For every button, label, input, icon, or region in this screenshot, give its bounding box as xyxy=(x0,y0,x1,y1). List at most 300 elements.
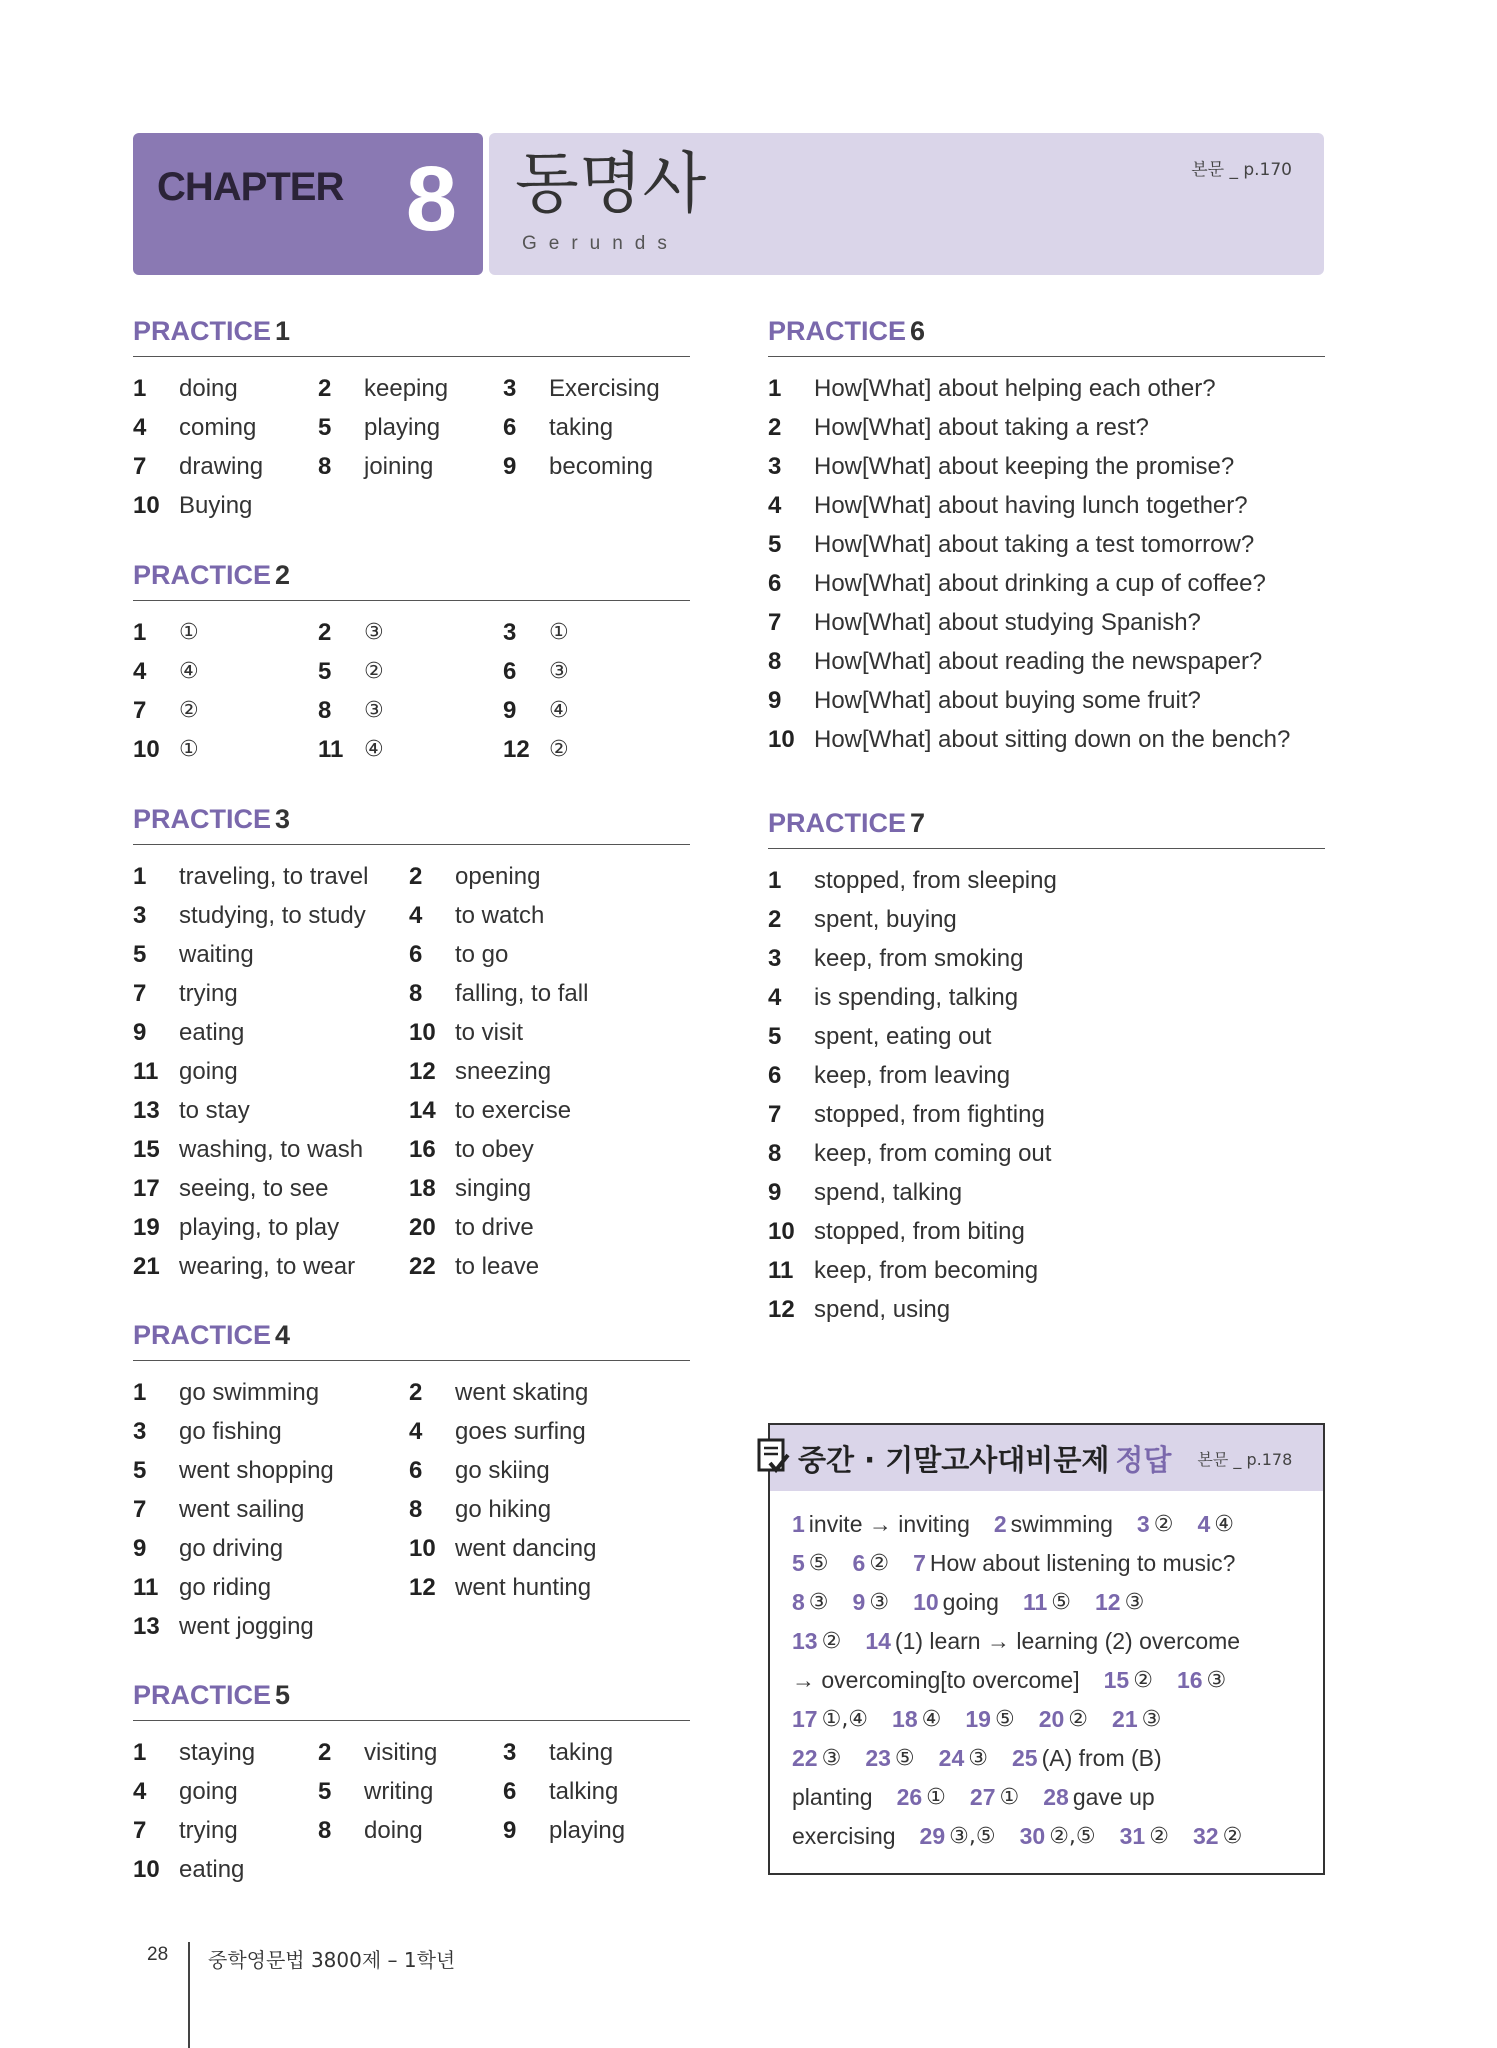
exam-item-answer: ③ xyxy=(1141,1707,1162,1732)
answer-item xyxy=(133,1214,339,1242)
exam-answer-line xyxy=(792,1583,1323,1622)
answer-item xyxy=(768,867,1057,895)
item-answer: taking xyxy=(549,413,614,441)
answer-row xyxy=(133,1850,690,1889)
item-answer: to stay xyxy=(179,1096,250,1124)
item-number: 9 xyxy=(503,1816,517,1844)
answer-item xyxy=(133,1175,328,1203)
item-answer: went shopping xyxy=(179,1456,334,1484)
answer-row xyxy=(768,369,1325,408)
answer-item xyxy=(768,375,1216,403)
item-answer: stopped, from biting xyxy=(814,1217,1025,1245)
answer-row xyxy=(133,1013,690,1052)
item-answer: seeing, to see xyxy=(179,1174,329,1202)
item-number: 12 xyxy=(768,1295,795,1323)
item-answer: coming xyxy=(179,413,257,441)
item-number: 17 xyxy=(133,1174,160,1202)
answer-item xyxy=(503,736,569,764)
item-answer: Exercising xyxy=(549,374,660,402)
item-number: 3 xyxy=(503,374,517,402)
exam-item-answer: planting xyxy=(792,1784,873,1810)
item-number: 3 xyxy=(768,452,782,480)
exam-item-number: 2 xyxy=(993,1511,1007,1537)
answer-item xyxy=(133,1574,271,1602)
answer-row xyxy=(133,1451,690,1490)
item-answer: washing, to wash xyxy=(179,1135,364,1163)
item-number: 9 xyxy=(503,696,517,724)
answer-row xyxy=(768,1251,1325,1290)
item-answer: spent, buying xyxy=(814,905,957,933)
exam-item-answer: exercising xyxy=(792,1823,896,1849)
item-answer: went jogging xyxy=(179,1612,314,1640)
item-number: 6 xyxy=(768,1061,782,1089)
chapter-title-banner xyxy=(489,133,1324,275)
item-number: 10 xyxy=(409,1018,436,1046)
item-answer: to go xyxy=(455,940,509,968)
answer-item xyxy=(318,1778,433,1806)
item-number: 2 xyxy=(768,905,782,933)
answer-row xyxy=(768,900,1325,939)
item-answer: ① xyxy=(179,620,199,645)
item-number: 6 xyxy=(503,657,517,685)
answer-item xyxy=(409,1379,588,1407)
item-answer: doing xyxy=(179,374,238,402)
answer-row xyxy=(133,1772,690,1811)
item-number: 18 xyxy=(409,1174,436,1202)
item-number: 9 xyxy=(133,1018,147,1046)
item-number: 3 xyxy=(503,618,517,646)
answer-item xyxy=(768,726,1290,754)
answer-item xyxy=(768,531,1254,559)
item-answer: keep, from becoming xyxy=(814,1256,1039,1284)
exam-item-answer: ① xyxy=(999,1785,1020,1810)
exam-item-number: 14 xyxy=(865,1628,891,1654)
answer-item xyxy=(133,1019,244,1047)
exam-item-number: 5 xyxy=(792,1550,805,1576)
item-number: 8 xyxy=(318,452,332,480)
item-number: 2 xyxy=(409,1378,423,1406)
page-number: 28 xyxy=(147,1944,169,1965)
item-number: 10 xyxy=(768,1217,795,1245)
exam-answer-line xyxy=(792,1700,1323,1739)
item-number: 2 xyxy=(318,618,332,646)
answer-item xyxy=(768,648,1262,676)
book-title: 중학영문법 3800제 – 1학년 xyxy=(208,1948,456,1972)
answer-item xyxy=(133,980,238,1008)
answer-row xyxy=(768,1173,1325,1212)
item-answer: playing xyxy=(549,1816,626,1844)
item-answer: went hunting xyxy=(455,1573,592,1601)
item-answer: How[What] about helping each other? xyxy=(814,374,1216,402)
item-number: 12 xyxy=(409,1057,436,1085)
item-number: 10 xyxy=(133,735,160,763)
item-answer: stopped, from fighting xyxy=(814,1100,1045,1128)
answer-item xyxy=(409,1097,571,1125)
item-number: 1 xyxy=(133,618,147,646)
item-answer: visiting xyxy=(364,1738,438,1766)
item-answer: eating xyxy=(179,1855,245,1883)
answer-item xyxy=(133,375,238,403)
answer-row xyxy=(133,1412,690,1451)
footer-divider xyxy=(188,1942,190,2048)
item-answer: spent, eating out xyxy=(814,1022,992,1050)
item-number: 21 xyxy=(133,1252,160,1280)
item-number: 5 xyxy=(318,413,332,441)
section-title: PRACTICE 5 xyxy=(133,1680,690,1721)
exam-answer-header xyxy=(770,1425,1323,1491)
item-answer: sneezing xyxy=(455,1057,552,1085)
answer-row xyxy=(133,1490,690,1529)
answer-item xyxy=(768,1101,1045,1129)
item-answer: taking xyxy=(549,1738,614,1766)
answer-item xyxy=(133,453,263,481)
exam-item-number: 28 xyxy=(1043,1784,1069,1810)
item-number: 1 xyxy=(768,374,782,402)
item-number: 15 xyxy=(133,1135,160,1163)
answer-item xyxy=(133,902,366,930)
exam-item-number: 20 xyxy=(1038,1706,1065,1732)
answer-item xyxy=(768,609,1201,637)
item-answer: to visit xyxy=(455,1018,524,1046)
item-number: 9 xyxy=(133,1534,147,1562)
chapter-number: 8 xyxy=(405,148,457,250)
item-number: 5 xyxy=(133,940,147,968)
answer-item xyxy=(409,1136,534,1164)
answer-row xyxy=(133,447,690,486)
answer-item xyxy=(768,453,1234,481)
item-answer: ③ xyxy=(364,620,384,645)
item-answer: went sailing xyxy=(179,1495,305,1523)
item-answer: goes surfing xyxy=(455,1417,586,1445)
item-number: 9 xyxy=(503,452,517,480)
item-answer: went skating xyxy=(455,1378,589,1406)
item-answer: ② xyxy=(364,659,384,684)
item-answer: go riding xyxy=(179,1573,272,1601)
exam-answer-line xyxy=(792,1505,1323,1544)
practice-7-section xyxy=(768,808,1325,1329)
chapter-subtitle: Gerunds xyxy=(522,233,679,254)
item-answer: trying xyxy=(179,979,238,1007)
answer-row xyxy=(768,939,1325,978)
exam-answer-line xyxy=(792,1817,1323,1856)
answer-row xyxy=(133,935,690,974)
item-number: 12 xyxy=(503,735,530,763)
answer-item xyxy=(768,687,1201,715)
memo-check-icon xyxy=(756,1437,790,1477)
item-number: 4 xyxy=(409,1417,423,1445)
item-number: 10 xyxy=(133,1855,160,1883)
answer-row xyxy=(133,486,690,525)
item-answer: spend, using xyxy=(814,1295,951,1323)
exam-item-number: 30 xyxy=(1019,1823,1046,1849)
exam-item-answer: (1) learn → learning (2) overcome xyxy=(894,1628,1241,1654)
section-title: PRACTICE 6 xyxy=(768,316,1325,357)
exam-item-number: 11 xyxy=(1022,1589,1048,1615)
exam-item-answer: ③ xyxy=(869,1590,890,1615)
answer-row xyxy=(133,896,690,935)
answer-item xyxy=(133,941,254,969)
answer-item xyxy=(133,1778,238,1806)
answer-item xyxy=(318,375,448,403)
exam-item-number: 8 xyxy=(792,1589,805,1615)
item-answer: opening xyxy=(455,862,541,890)
item-number: 11 xyxy=(768,1256,794,1284)
exam-answer-line xyxy=(792,1544,1323,1583)
answer-row xyxy=(133,1568,690,1607)
item-number: 1 xyxy=(133,1738,147,1766)
exam-item-answer: ② xyxy=(869,1551,890,1576)
item-answer: trying xyxy=(179,1816,238,1844)
item-answer: to watch xyxy=(455,901,545,929)
answer-row xyxy=(133,974,690,1013)
section-title: PRACTICE 7 xyxy=(768,808,1325,849)
item-answer: go hiking xyxy=(455,1495,552,1523)
item-number: 8 xyxy=(409,979,423,1007)
exam-item-answer: ④ xyxy=(921,1707,942,1732)
exam-item-answer: ⑤ xyxy=(994,1707,1015,1732)
exam-item-answer: ③ xyxy=(821,1746,842,1771)
item-number: 11 xyxy=(133,1573,159,1601)
answer-item xyxy=(768,1218,1025,1246)
item-number: 3 xyxy=(133,1417,147,1445)
item-number: 6 xyxy=(503,1777,517,1805)
item-answer: go fishing xyxy=(179,1417,282,1445)
exam-item-number: 6 xyxy=(852,1550,866,1576)
item-answer: How[What] about reading the newspaper? xyxy=(814,647,1263,675)
item-number: 6 xyxy=(503,413,517,441)
answer-row xyxy=(768,1017,1325,1056)
item-number: 2 xyxy=(318,374,332,402)
item-answer: going xyxy=(179,1777,238,1805)
answer-row xyxy=(133,613,690,652)
exam-item-answer: → overcoming[to overcome] xyxy=(792,1667,1080,1693)
item-number: 3 xyxy=(503,1738,517,1766)
exam-page-reference: 본문 _ p.178 xyxy=(1197,1449,1293,1469)
answer-row xyxy=(768,447,1325,486)
exam-item-answer: ⑤ xyxy=(1051,1590,1071,1615)
item-answer: stopped, from sleeping xyxy=(814,866,1057,894)
item-answer: studying, to study xyxy=(179,901,366,929)
answer-row xyxy=(133,1529,690,1568)
answer-item xyxy=(318,1739,437,1767)
item-number: 4 xyxy=(409,901,423,929)
answer-item xyxy=(503,375,660,403)
answer-item xyxy=(768,570,1266,598)
practice-4-section xyxy=(133,1320,690,1646)
item-answer: to drive xyxy=(455,1213,534,1241)
item-answer: staying xyxy=(179,1738,256,1766)
item-number: 7 xyxy=(768,1100,782,1128)
exam-item-number: 29 xyxy=(919,1823,946,1849)
item-number: 9 xyxy=(768,686,782,714)
answer-item xyxy=(409,863,540,891)
answer-row xyxy=(768,603,1325,642)
answer-item xyxy=(409,941,508,969)
answer-row xyxy=(133,1733,690,1772)
answer-item xyxy=(133,697,199,725)
exam-item-answer: ④ xyxy=(1214,1512,1234,1537)
answer-row xyxy=(133,1169,690,1208)
exam-item-number: 15 xyxy=(1103,1667,1130,1693)
practice-1-section xyxy=(133,316,690,525)
item-answer: Buying xyxy=(179,491,253,519)
item-answer: keep, from coming out xyxy=(814,1139,1052,1167)
item-number: 6 xyxy=(409,940,423,968)
answer-item xyxy=(768,492,1248,520)
exam-item-number: 16 xyxy=(1176,1667,1203,1693)
exam-item-answer: ②,⑤ xyxy=(1049,1824,1096,1849)
answer-item xyxy=(409,1457,550,1485)
answer-item xyxy=(133,736,199,764)
answer-row xyxy=(768,642,1325,681)
answer-row xyxy=(768,1290,1325,1329)
item-answer: ④ xyxy=(179,659,199,684)
exam-item-number: 18 xyxy=(892,1706,918,1732)
exam-item-number: 3 xyxy=(1136,1511,1150,1537)
item-number: 6 xyxy=(768,569,782,597)
answer-item xyxy=(503,453,653,481)
answer-item xyxy=(768,414,1149,442)
exam-item-number: 27 xyxy=(969,1784,996,1810)
item-answer: keep, from leaving xyxy=(814,1061,1011,1089)
item-answer: writing xyxy=(364,1777,434,1805)
answer-item xyxy=(318,1817,423,1845)
answer-item xyxy=(133,1856,244,1884)
item-answer: singing xyxy=(455,1174,532,1202)
item-number: 3 xyxy=(133,901,147,929)
answer-item xyxy=(133,1379,319,1407)
answer-row xyxy=(768,720,1325,759)
item-answer: keeping xyxy=(364,374,449,402)
item-answer: doing xyxy=(364,1816,423,1844)
exam-answer-line xyxy=(792,1778,1323,1817)
item-answer: How[What] about buying some fruit? xyxy=(814,686,1201,714)
answer-item xyxy=(768,1179,962,1207)
exam-answer-line xyxy=(792,1622,1323,1661)
answer-row xyxy=(768,1095,1325,1134)
answer-row xyxy=(133,1130,690,1169)
item-number: 1 xyxy=(768,866,782,894)
item-number: 14 xyxy=(409,1096,436,1124)
exam-item-answer: ⑤ xyxy=(894,1746,915,1771)
answer-row xyxy=(768,1212,1325,1251)
answer-row xyxy=(768,525,1325,564)
answer-item xyxy=(133,1739,255,1767)
item-answer: How[What] about studying Spanish? xyxy=(814,608,1201,636)
item-number: 8 xyxy=(409,1495,423,1523)
answer-item xyxy=(133,1817,238,1845)
item-answer: to leave xyxy=(455,1252,540,1280)
item-answer: wearing, to wear xyxy=(179,1252,356,1280)
exam-item-number: 17 xyxy=(792,1706,818,1732)
item-number: 8 xyxy=(318,696,332,724)
chapter-badge xyxy=(133,133,483,275)
exam-item-number: 7 xyxy=(913,1550,926,1576)
item-number: 8 xyxy=(768,1139,782,1167)
answer-item xyxy=(318,658,384,686)
item-answer: ③ xyxy=(549,659,569,684)
page-reference: 본문 _ p.170 xyxy=(1191,160,1292,180)
answer-item xyxy=(503,1778,618,1806)
item-answer: go skiing xyxy=(455,1456,550,1484)
item-answer: How[What] about taking a test tomorrow? xyxy=(814,530,1255,558)
item-answer: is spending, talking xyxy=(814,983,1019,1011)
answer-item xyxy=(768,1296,950,1324)
answer-item xyxy=(133,619,199,647)
answer-row xyxy=(768,408,1325,447)
section-title: PRACTICE 1 xyxy=(133,316,690,357)
exam-item-answer: gave up xyxy=(1072,1784,1155,1810)
item-number: 4 xyxy=(768,491,782,519)
exam-item-answer: invite → inviting xyxy=(808,1511,970,1537)
answer-item xyxy=(133,414,256,442)
item-number: 22 xyxy=(409,1252,436,1280)
answer-item xyxy=(768,906,957,934)
item-answer: How[What] about drinking a cup of coffee? xyxy=(814,569,1266,597)
answer-item xyxy=(133,658,199,686)
answer-item xyxy=(409,1214,534,1242)
item-answer: How[What] about keeping the promise? xyxy=(814,452,1235,480)
item-number: 12 xyxy=(409,1573,436,1601)
item-number: 4 xyxy=(133,413,147,441)
item-answer: waiting xyxy=(179,940,254,968)
item-number: 5 xyxy=(318,1777,332,1805)
item-number: 20 xyxy=(409,1213,436,1241)
item-number: 10 xyxy=(133,491,160,519)
exam-item-number: 19 xyxy=(965,1706,991,1732)
answer-row xyxy=(768,564,1325,603)
item-answer: to obey xyxy=(455,1135,534,1163)
item-number: 8 xyxy=(768,647,782,675)
item-number: 1 xyxy=(133,1378,147,1406)
answer-item xyxy=(409,1535,596,1563)
exam-item-number: 24 xyxy=(938,1745,965,1771)
answer-row xyxy=(133,369,690,408)
answer-row xyxy=(133,1607,690,1646)
item-number: 7 xyxy=(133,452,147,480)
section-title: PRACTICE 4 xyxy=(133,1320,690,1361)
answer-item xyxy=(318,414,440,442)
answer-item xyxy=(409,1496,551,1524)
answer-item xyxy=(503,697,569,725)
item-number: 7 xyxy=(133,979,147,1007)
answer-item xyxy=(318,736,384,764)
item-number: 5 xyxy=(768,1022,782,1050)
exam-item-answer: ③ xyxy=(968,1746,988,1771)
item-answer: ① xyxy=(179,737,199,762)
item-answer: keep, from smoking xyxy=(814,944,1024,972)
exam-item-answer: How about listening to music? xyxy=(929,1550,1236,1576)
item-number: 8 xyxy=(318,1816,332,1844)
answer-row xyxy=(768,681,1325,720)
answer-item xyxy=(133,1058,238,1086)
item-answer: falling, to fall xyxy=(455,979,589,1007)
item-answer: ② xyxy=(179,698,199,723)
answer-row xyxy=(133,408,690,447)
answer-item xyxy=(409,1253,539,1281)
exam-item-answer: ①,④ xyxy=(821,1707,869,1732)
answer-item xyxy=(133,1613,314,1641)
item-number: 11 xyxy=(318,735,344,763)
answer-item xyxy=(409,902,544,930)
item-number: 13 xyxy=(133,1096,160,1124)
answer-item xyxy=(409,1175,531,1203)
item-number: 4 xyxy=(133,657,147,685)
item-answer: went dancing xyxy=(455,1534,597,1562)
item-answer: becoming xyxy=(549,452,654,480)
item-answer: drawing xyxy=(179,452,264,480)
exam-item-answer: ② xyxy=(1068,1707,1089,1732)
